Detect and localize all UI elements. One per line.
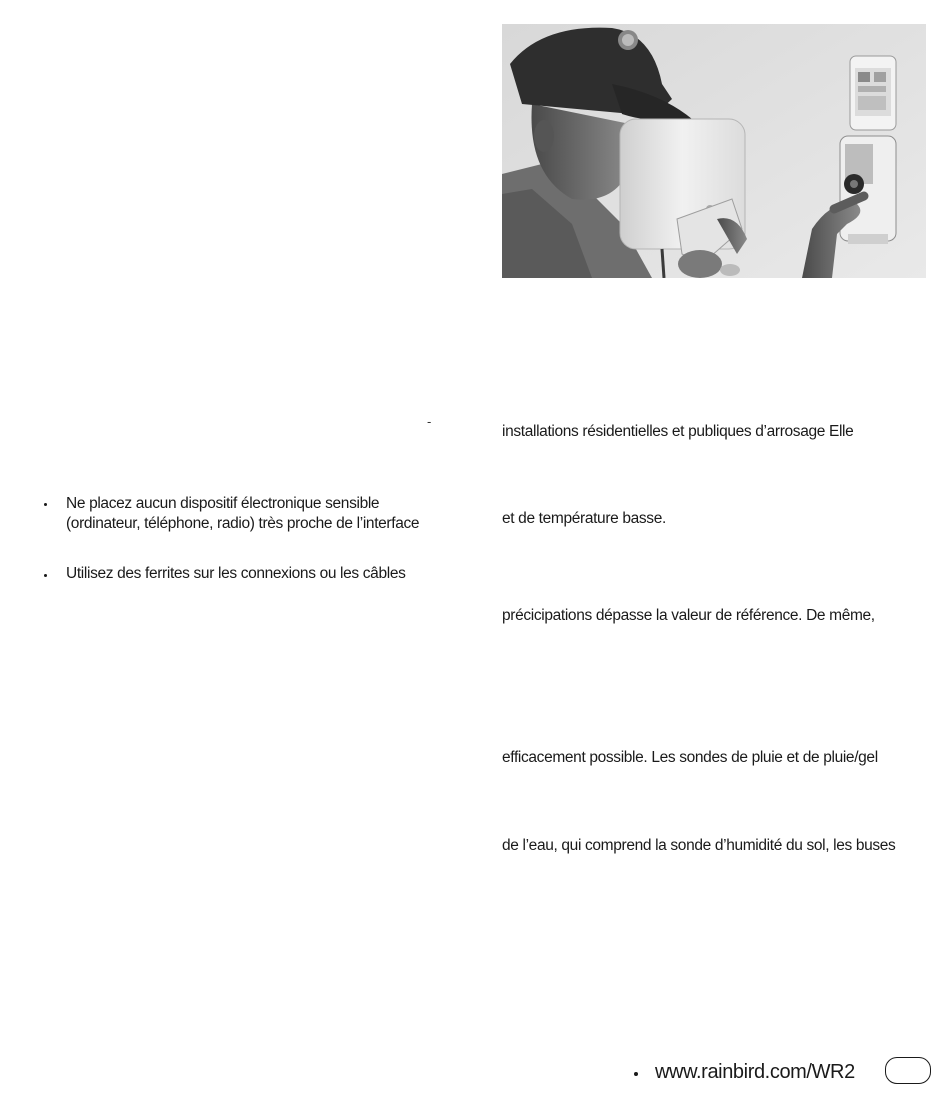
body-text-line: efficacement possible. Les sondes de pluie et de pluie/gel [502,749,878,766]
body-text-line: précicipations dépasse la valeur de référence. De même, [502,607,875,624]
bullet-icon [44,503,47,506]
body-text-line: installations résidentielles et publiques d’arrosage Elle [502,423,854,440]
bullet-item-ferrites [66,564,406,584]
bullet-line: (ordinateur, téléphone, radio) très proche de l’interface [66,515,420,532]
page-number-box [885,1057,931,1084]
bullet-item-electronics [66,494,419,534]
bullet-line: Utilisez des ferrites sur les connexions ou les câbles [66,565,406,582]
bullet-icon [44,574,47,577]
footer-bullet-icon [634,1072,638,1076]
body-text-line: et de température basse. [502,510,666,527]
body-text-line: de l’eau, qui comprend la sonde d’humidité du sol, les buses [502,837,896,854]
stray-mark: - [427,414,432,429]
footer-url[interactable]: www.rainbird.com/WR2 [655,1061,855,1083]
bullet-line: Ne placez aucun dispositif électronique sensible [66,495,380,512]
technician-photo [502,24,926,278]
